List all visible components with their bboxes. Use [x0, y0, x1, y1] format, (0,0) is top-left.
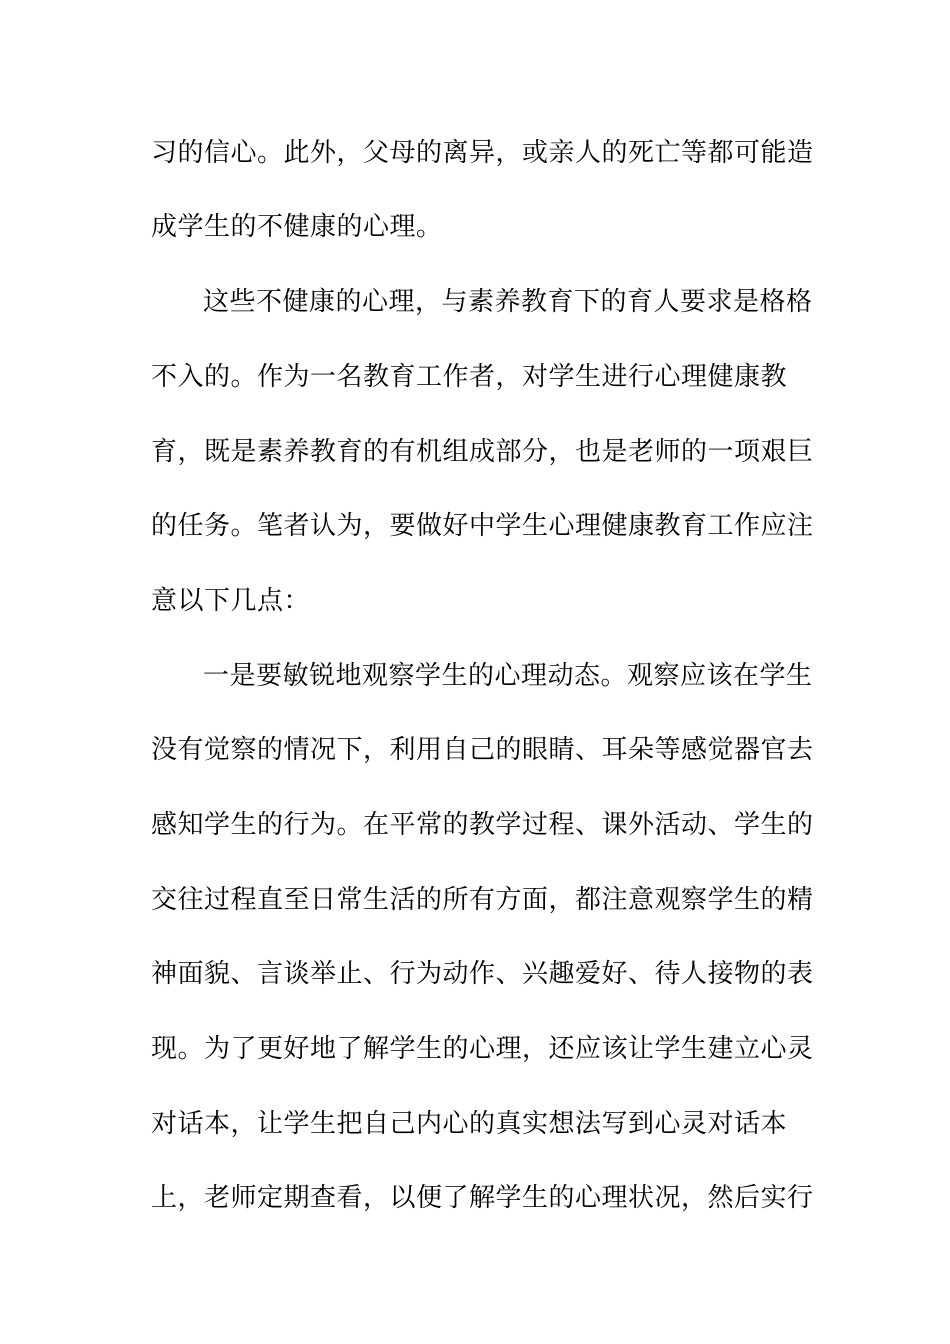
text-line: 上，老师定期查看，以便了解学生的心理状况，然后实行	[151, 1183, 814, 1213]
text-line: 成学生的不健康的心理。	[151, 212, 443, 242]
paragraph-start-line: 这些不健康的心理，与素养教育下的育人要求是格格	[203, 287, 813, 317]
text-line: 没有觉察的情况下，利用自己的眼睛、耳朵等感觉器官去	[151, 735, 814, 765]
text-line: 神面貌、言谈举止、行为动作、兴趣爱好、待人接物的表	[151, 959, 814, 989]
text-line: 习的信心。此外，父母的离异，或亲人的死亡等都可能造	[151, 138, 814, 168]
text-line: 对话本，让学生把自己内心的真实想法写到心灵对话本	[151, 1109, 788, 1139]
text-line: 现。为了更好地了解学生的心理，还应该让学生建立心灵	[151, 1034, 814, 1064]
paragraph-start-line: 一是要敏锐地观察学生的心理动态。观察应该在学生	[203, 661, 813, 691]
text-line: 意以下几点：	[151, 586, 311, 616]
text-line: 感知学生的行为。在平常的教学过程、课外活动、学生的	[151, 810, 814, 840]
text-line: 不入的。作为一名教育工作者，对学生进行心理健康教	[151, 362, 788, 392]
text-line: 育，既是素养教育的有机组成部分，也是老师的一项艰巨	[151, 437, 814, 467]
text-line: 交往过程直至日常生活的所有方面，都注意观察学生的精	[151, 885, 814, 915]
text-line: 的任务。笔者认为，要做好中学生心理健康教育工作应注	[151, 511, 814, 541]
